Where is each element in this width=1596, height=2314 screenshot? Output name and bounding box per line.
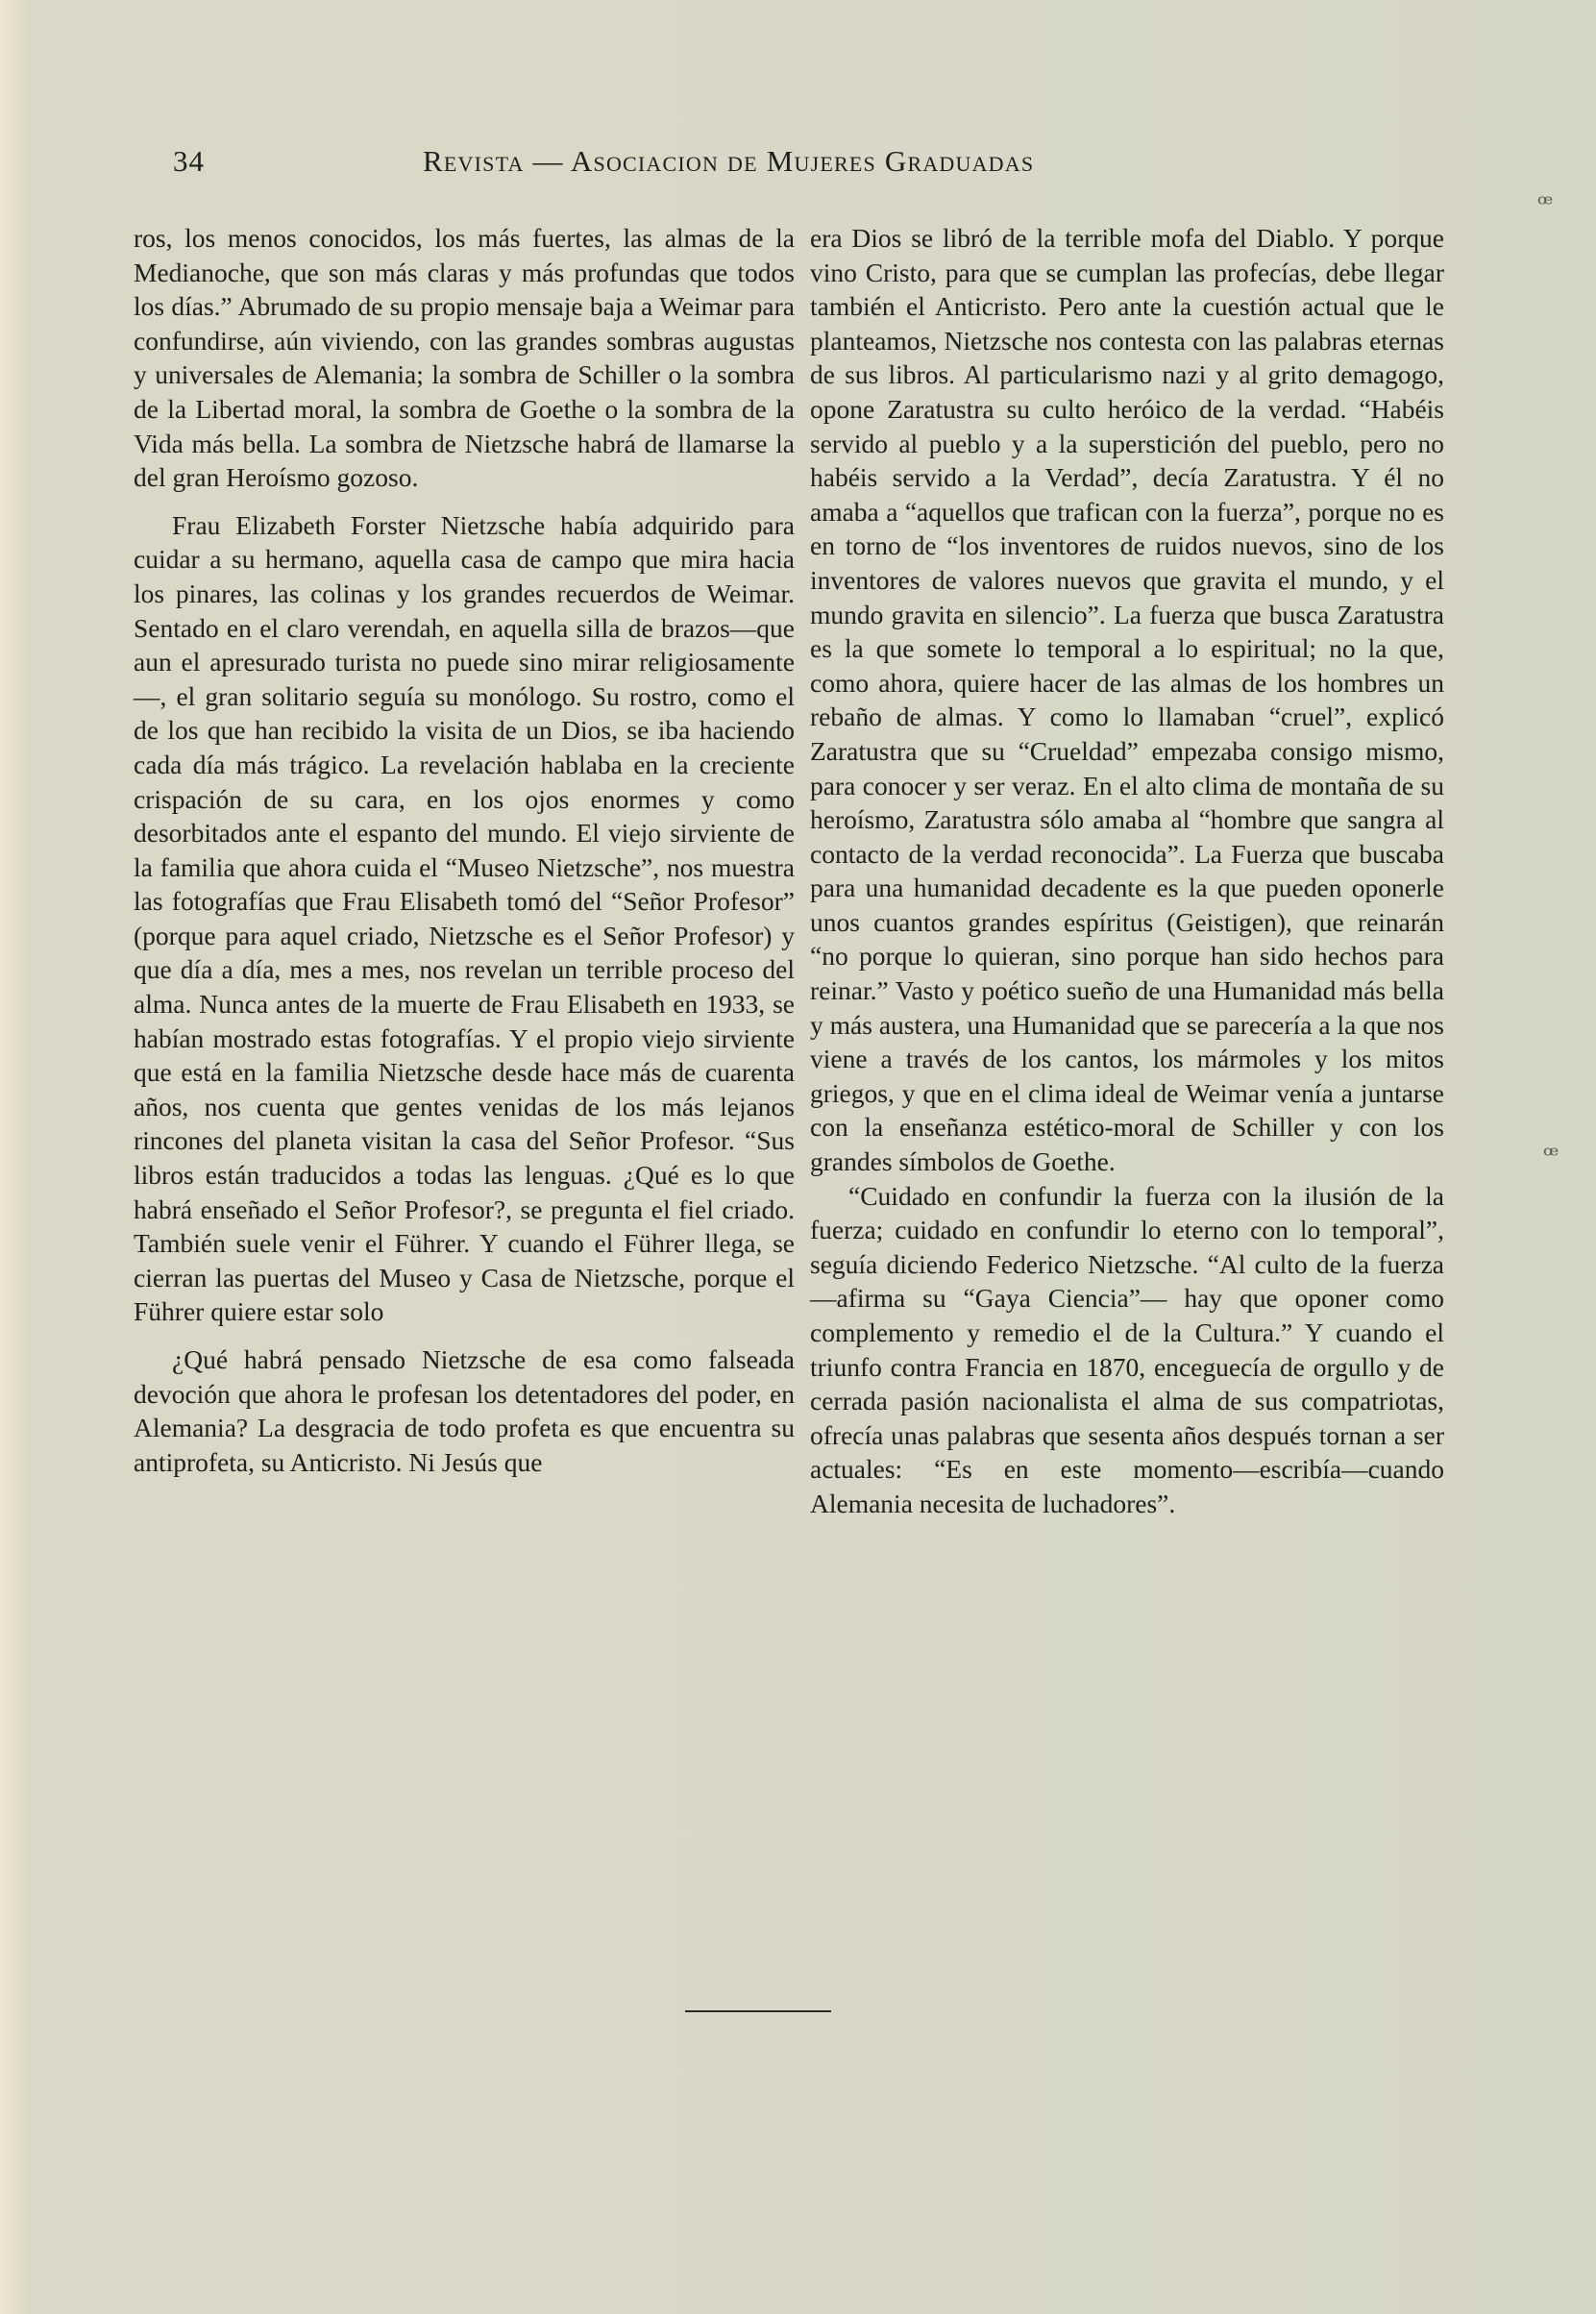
running-title: Revista — Asociacion de Mujeres Graduadas — [423, 144, 1035, 178]
right-column — [810, 221, 1444, 1521]
page-number: 34 — [173, 144, 205, 178]
page-header — [173, 144, 1518, 183]
right-paragraph-2: “Cuidado en confundir la fuerza con la ilusión de la fuerza; cuidado en confundir lo eterno con lo temporal”, seguía diciendo Federico Nietzsche. “Al culto de la fuerza —afirma su “Gaya Ciencia”— hay que oponer como complemento y remedio el de la Cultura.” Y cuando el triunfo contra Francia en 1870, enceguecía de orgullo y de cerrada pasión nacionalista el alma de sus compatriotas, ofrecía unas palabras que sesenta años después tornan a ser actuales: “Es en este momento—escribía—cuando Alemania necesita de luchadores”. — [810, 1180, 1444, 1518]
left-paragraph-3: ¿Qué habrá pensado Nietzsche de esa como falseada devoción que ahora le profesan los detentadores del poder, en Alemania? La desgracia de todo profeta es que encuentra su antiprofeta, su Anticristo. Ni Jesús que — [134, 1344, 795, 1477]
margin-mark: ꟹ — [1543, 1142, 1559, 1170]
left-paragraph-2: Frau Elizabeth Forster Nietzsche había adquirido para cuidar a su hermano, aquella casa de campo que mira hacia los pinares, las colinas y los grandes recuerdos de Weimar. Sentado en el claro verendah, en aquella silla de brazos—que aun el apresurado turista no puede sino mirar religiosamente—, el gran solitario seguía su monólogo. Su rostro, como el de los que han recibido la visita de un Dios, se iba haciendo cada día más trágico. La revelación hablaba en la creciente crispación de su cara, en los ojos enormes y como desorbitados ante el espanto del mundo. El viejo sirviente de la familia que ahora cuida el “Museo Nietzsche”, nos muestra las fotografías que Frau Elisabeth tomó del “Señor Profesor” (porque para aquel criado, Nietzsche es el Señor Profesor) y que día a día, mes a mes, nos revelan un terrible proceso del alma. Nunca antes de la muerte de Frau Elisabeth en 1933, se habían mostrado estas fotografías. Y el propio viejo sirviente que está en la familia Nietzsche desde hace más de cuarenta años, nos cuenta que gentes venidas de los más lejanos rincones del planeta visitan la casa del Señor Profesor. “Sus libros están traducidos a todas las lenguas. ¿Qué es lo que habrá enseñado el Señor Profesor?, se pregunta el fiel criado. También suele venir el Führer. Y cuando el Führer llega, se cierran las puertas del Museo y Casa de Nietzsche, porque el Führer quiere estar solo — [134, 509, 795, 1327]
end-rule — [685, 2010, 831, 2012]
margin-mark: ꟹ — [1537, 190, 1554, 219]
left-column — [134, 221, 795, 1479]
page-spine-edge — [0, 0, 21, 2314]
left-paragraph-1: ros, los menos conocidos, los más fuertes, las almas de la Medianoche, que son más claras y más profundas que todos los días.” Abrumado de su propio mensaje baja a Weimar para confundirse, aún viviendo, con las grandes sombras augustas y universales de Alemania; la sombra de Schiller o la sombra de la Libertad moral, la sombra de Goethe o la sombra de la Vida más bella. La sombra de Nietzsche habrá de llamarse la del gran Heroísmo gozoso. — [134, 223, 795, 493]
right-paragraph-1: era Dios se libró de la terrible mofa del Diablo. Y porque vino Cristo, para que se cumplan las profecías, debe llegar también el Anticristo. Pero ante la cuestión actual que le planteamos, Nietzsche nos contesta con las palabras eternas de sus libros. Al particularismo nazi y al grito demagogo, opone Zaratustra su culto heróico de la verdad. “Habéis servido al pueblo y a la superstición del pueblo, pero no habéis servido a la Verdad”, decía Zaratustra. Y él no amaba a “aquellos que trafican con la fuerza”, porque no es en torno de “los inventores de ruidos nuevos, sino de los inventores de valores nuevos que gravita el mundo, y el mundo gravita en silencio”. La fuerza que busca Zaratustra es la que somete lo temporal a lo espiritual; no la que, como ahora, quiere hacer de las almas de los hombres un rebaño de almas. Y como lo llamaban “cruel”, explicó Zaratustra que su “Crueldad” empezaba consigo mismo, para conocer y ser veraz. En el alto clima de montaña de su heroísmo, Zaratustra sólo amaba al “hombre que sangra al contacto de la verdad reconocida”. La Fuerza que buscaba para una humanidad decadente es la que pueden oponerle unos cuantos grandes espíritus (Geistigen), que reinarán “no porque lo quieran, sino porque han sido hechos para reinar.” Vasto y poético sueño de una Humanidad más bella y más austera, una Humanidad que se parecería a la que nos viene a través de los cantos, los mármoles y los mitos griegos, y que en el clima ideal de Weimar venía a juntarse con la enseñanza estético-moral de Schiller y con los grandes símbolos de Goethe. — [810, 223, 1444, 1177]
